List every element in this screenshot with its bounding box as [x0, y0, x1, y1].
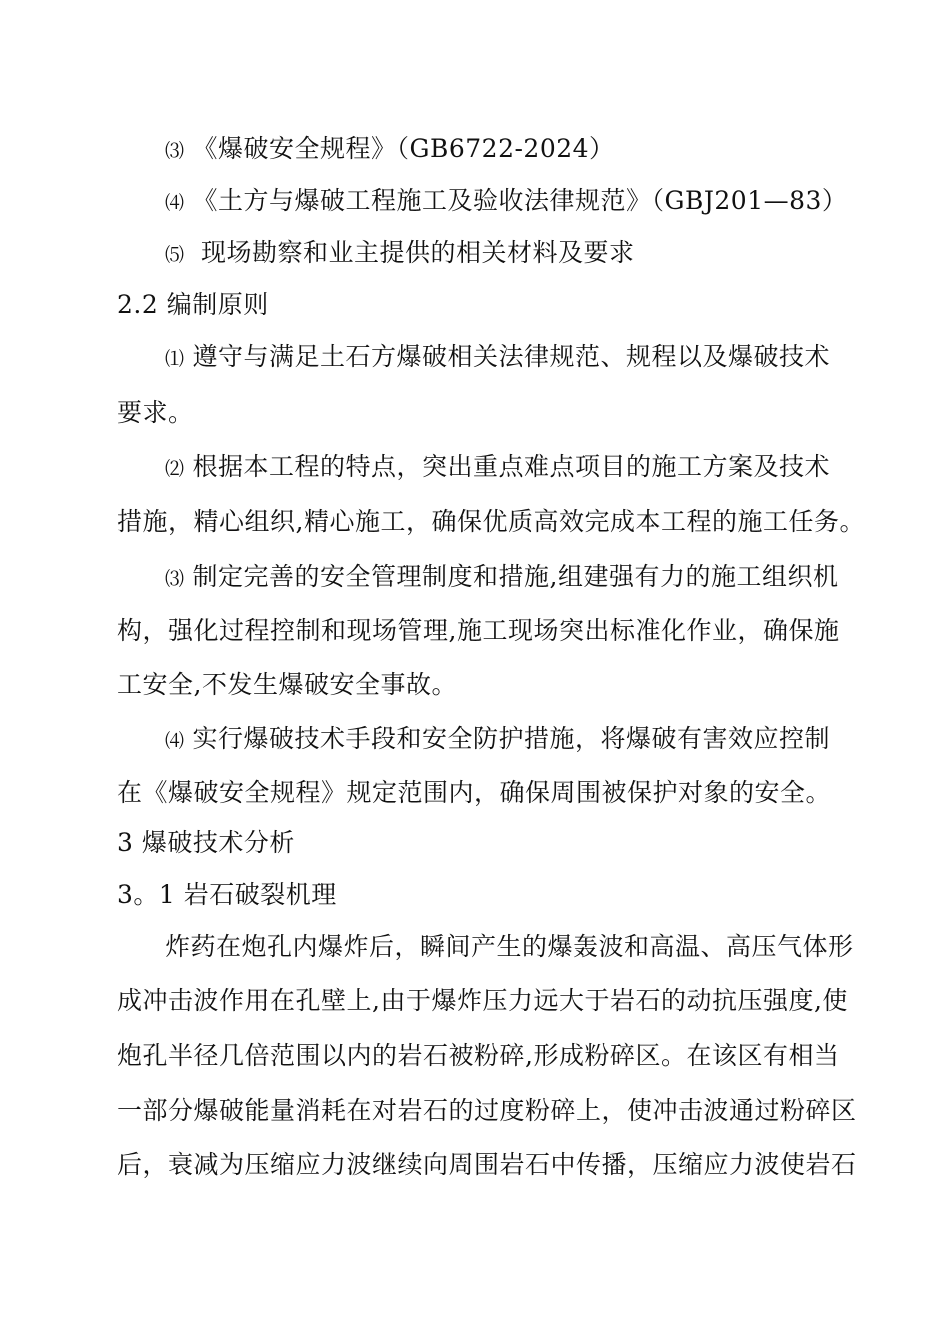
principle-4-line1 [165, 724, 830, 756]
principle-3-line3: 工安全,不发生爆破安全事故。 [117, 670, 457, 699]
item-text: 根据本工程的特点，突出重点难点项目的施工方案及技术 [192, 452, 831, 481]
item-number: ⑶ [165, 568, 185, 590]
reference-item [165, 186, 847, 218]
principle-2-line1 [165, 452, 830, 484]
item-text: 实行爆破技术手段和安全防护措施，将爆破有害效应控制 [192, 724, 831, 753]
item-number: ⑷ [165, 192, 185, 214]
principle-1-line1 [165, 342, 830, 374]
principle-4-line2: 在《爆破安全规程》规定范围内，确保周围被保护对象的安全。 [117, 778, 832, 807]
item-text: 现场勘察和业主提供的相关材料及要求 [192, 238, 635, 267]
paragraph-line: 炮孔半径几倍范围以内的岩石被粉碎,形成粉碎区。在该区有相当 [117, 1041, 840, 1070]
principle-3-line2: 构，强化过程控制和现场管理,施工现场突出标准化作业，确保施 [117, 616, 840, 645]
item-number: ⑶ [165, 140, 185, 162]
item-text: 《土方与爆破工程施工及验收法律规范》（GBJ201—83） [192, 186, 848, 215]
item-number: ⑴ [165, 348, 185, 370]
item-number: ⑸ [165, 244, 185, 266]
item-number: ⑷ [165, 730, 185, 752]
reference-item [165, 238, 634, 270]
principle-1-line2: 要求。 [117, 398, 194, 427]
section-heading-3-1: 3。1 岩石破裂机理 [117, 880, 337, 909]
item-number: ⑵ [165, 458, 185, 480]
item-text: 遵守与满足土石方爆破相关法律规范、规程以及爆破技术 [192, 342, 831, 371]
paragraph-line: 后，衰减为压缩应力波继续向周围岩石中传播，压缩应力波使岩石 [117, 1150, 857, 1179]
paragraph-line: 成冲击波作用在孔壁上,由于爆炸压力远大于岩石的动抗压强度,使 [117, 986, 848, 1015]
item-text: 《爆破安全规程》（GB6722-2024） [192, 134, 615, 163]
section-heading-2-2: 2.2 编制原则 [117, 290, 269, 319]
principle-3-line1 [165, 562, 838, 594]
reference-item [165, 134, 615, 166]
principle-2-line2: 措施，精心组织,精心施工，确保优质高效完成本工程的施工任务。 [117, 507, 865, 536]
paragraph-line: 炸药在炮孔内爆炸后，瞬间产生的爆轰波和高温、高压气体形 [165, 932, 854, 961]
item-text: 制定完善的安全管理制度和措施,组建强有力的施工组织机 [192, 562, 839, 591]
paragraph-line: 一部分爆破能量消耗在对岩石的过度粉碎上，使冲击波通过粉碎区 [117, 1096, 857, 1125]
section-heading-3: 3 爆破技术分析 [117, 828, 295, 857]
